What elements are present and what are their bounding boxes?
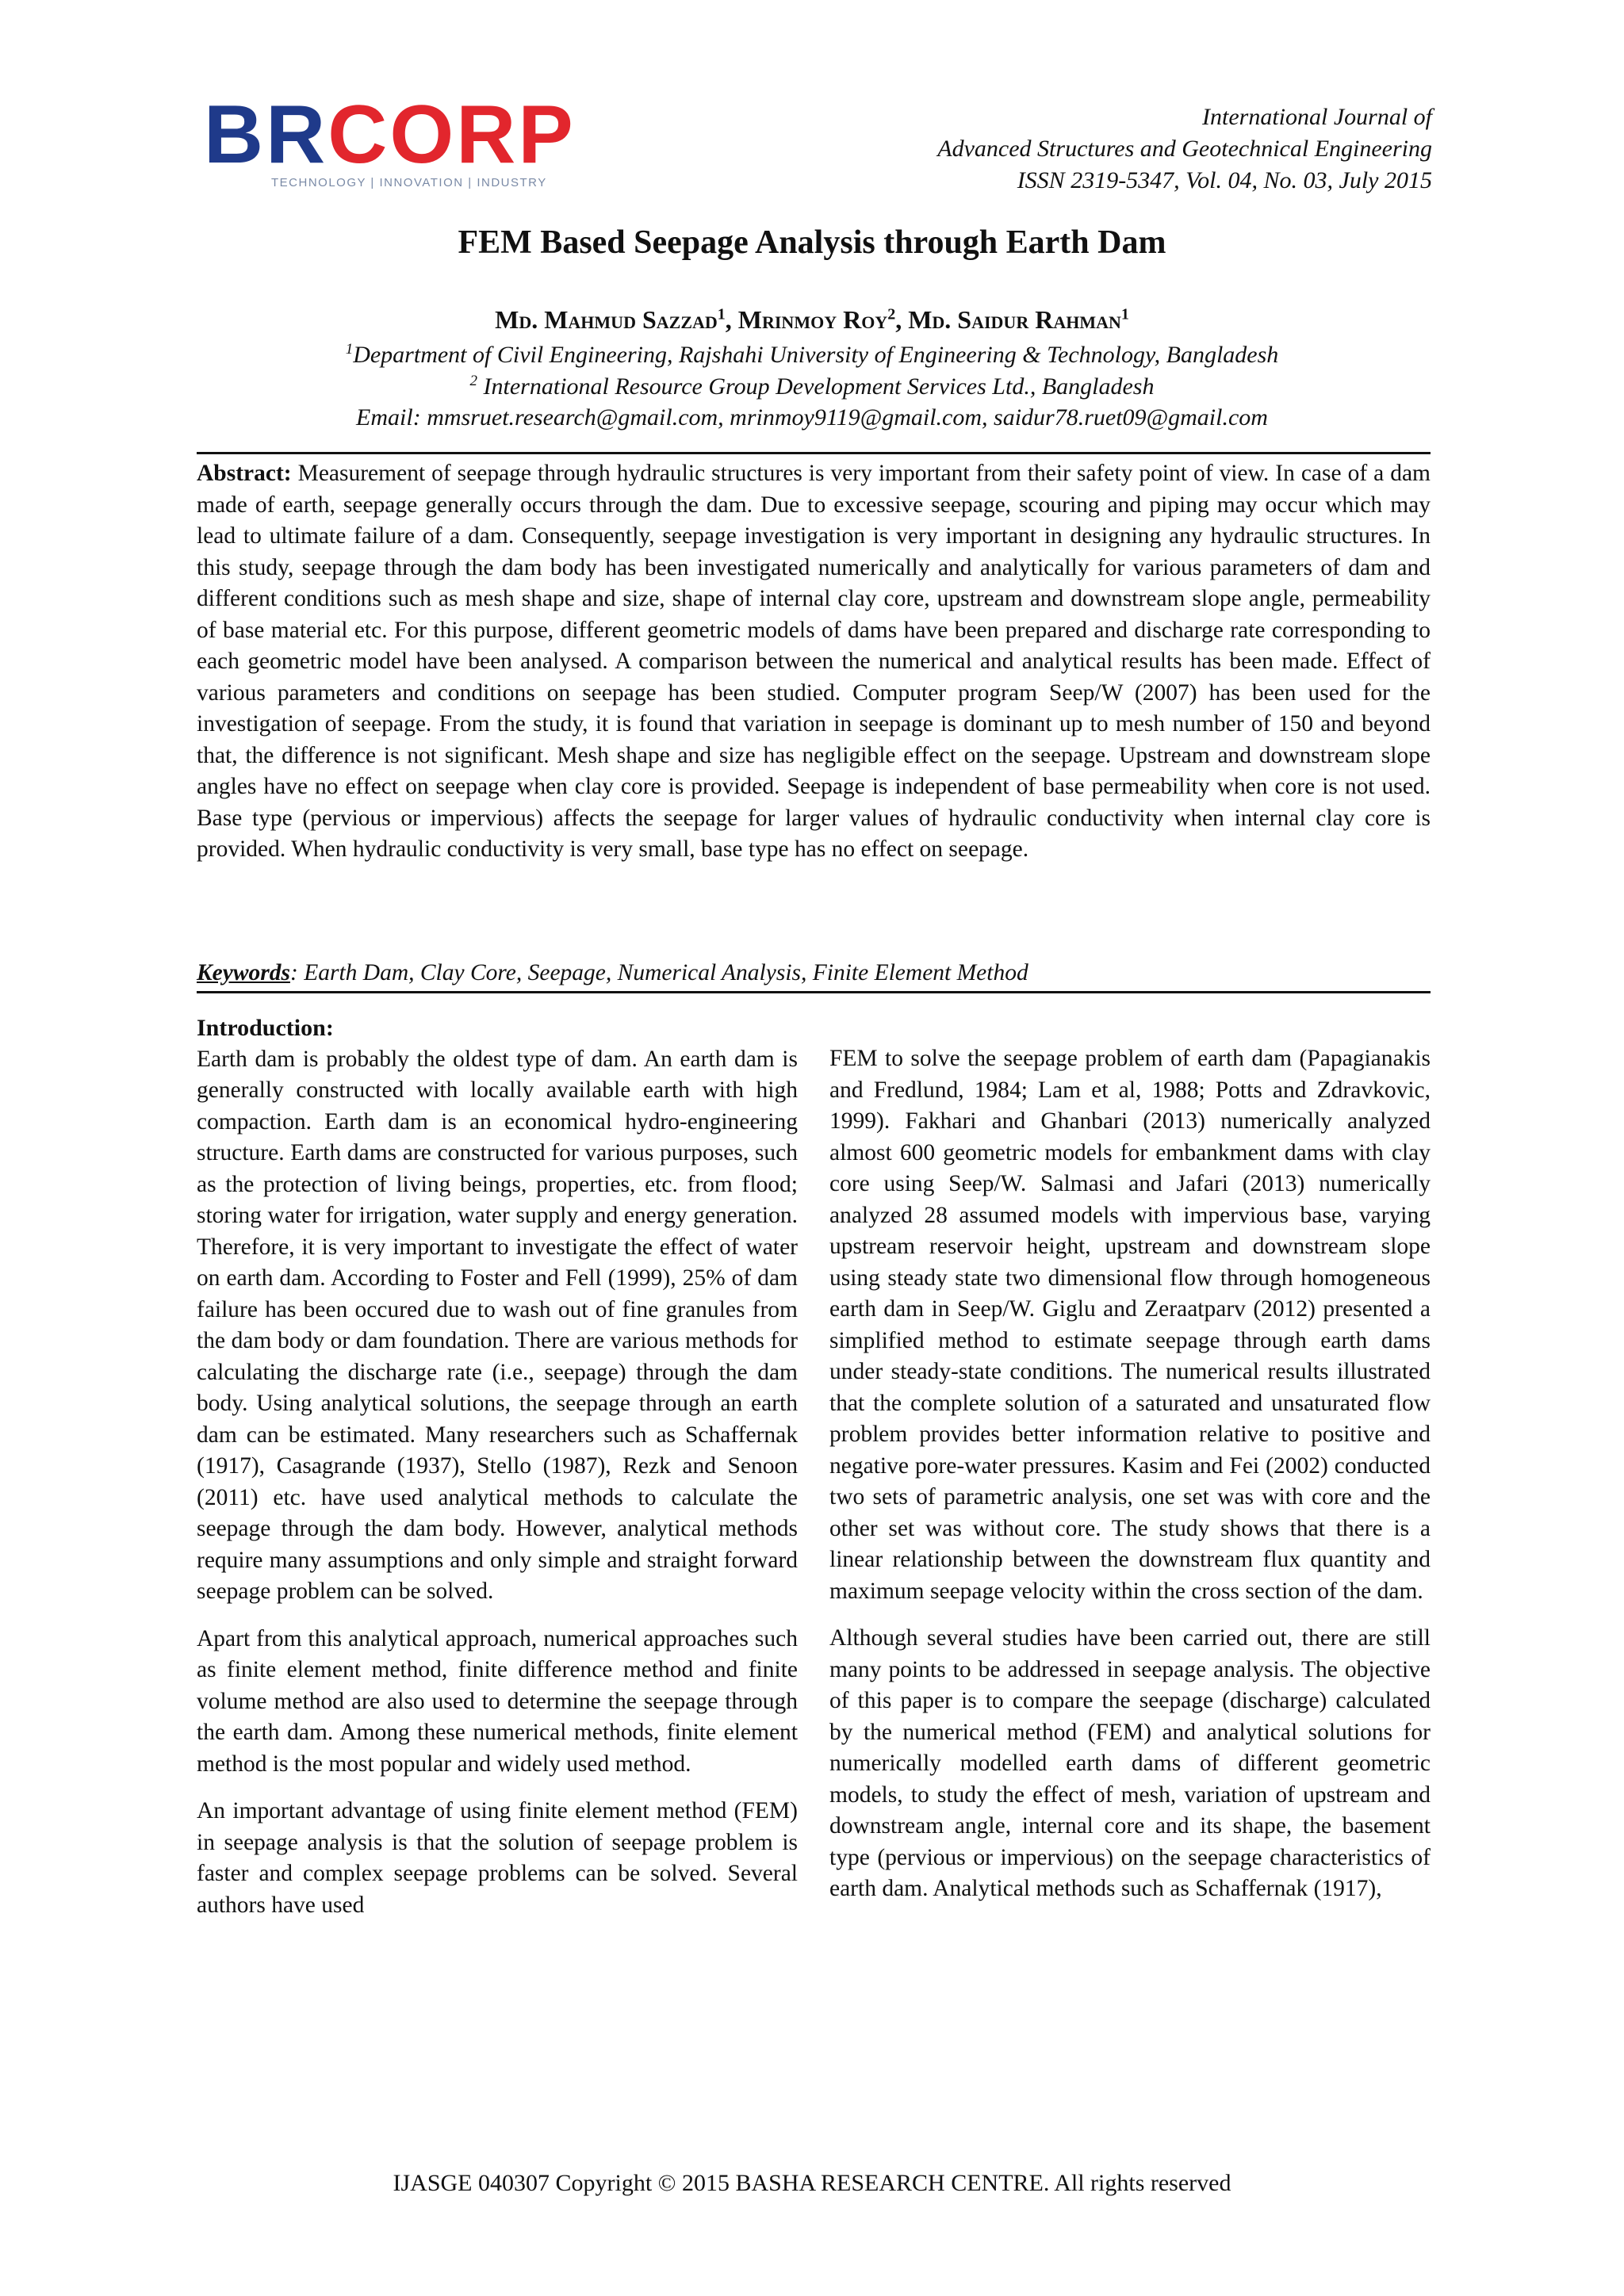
- author-affil-mark: 1: [717, 305, 726, 323]
- paragraph: FEM to solve the seepage problem of earth dam (Papagianakis and Fredlund, 1984; Lam et al, 1988; Potts and Zdravkovic, 1999). Fakhari and Ghanbari (2013) numerically analyzed almost 600 geometric models for embankment dams with clay core using Seep/W. Salmasi and Jafari (2013) numerically analyzed 28 assumed models with impervious base, varying upstream reservoir height, upstream and downstream slope using steady state two dimensional flow through homogeneous earth dam in Seep/W. Giglu and Zeraatparv (2012) presented a simplified method to estimate seepage through earth dams under steady-state conditions. The numerical results illustrated that the complete solution of a saturated and unsaturated flow problem provides better information relative to positive and negative pore-water pressures. Kasim and Fei (2002) conducted two sets of parametric analysis, one set was with core and the other set was without core. The study shows that there is a linear relationship between the downstream flux quantity and maximum seepage velocity within the cross section of the dam.: [829, 1046, 1431, 1604]
- logo-tagline: TECHNOLOGY | INNOVATION | INDUSTRY: [271, 176, 547, 189]
- author-name: Md. Saidur Rahman: [908, 305, 1121, 334]
- affiliation-2: $^2$ International Resource Group Development Services Ltd., Bangladesh: [469, 373, 1155, 400]
- author-emails: Email: mmsruet.research@gmail.com, mrinmoy9119@gmail.com, saidur78.ruet09@gmail.com: [356, 404, 1268, 430]
- logo-wordmark: BRCORP: [204, 89, 576, 181]
- paragraph: An important advantage of using finite element method (FEM) in seepage analysis is that the solution of seepage problem is faster and complex seepage problems can be solved. Several authors have used: [197, 1798, 798, 1918]
- author-name: Mrinmoy Roy: [737, 305, 888, 334]
- abstract-label: Abstract:: [197, 461, 292, 486]
- journal-info: [937, 101, 1432, 197]
- body-column-left: [197, 1012, 798, 1937]
- section-heading-introduction: Introduction:: [197, 1015, 334, 1041]
- author-affil-mark: 1: [1120, 305, 1129, 323]
- author-list: Md. Mahmud Sazzad$^1$, Mrinmoy Roy$^2$, Md. Saidur Rahman$^1$: [495, 305, 1129, 334]
- journal-name-line2: Advanced Structures and Geotechnical Engineering: [937, 136, 1432, 162]
- keywords-text: : Earth Dam, Clay Core, Seepage, Numerical Analysis, Finite Element Method: [290, 960, 1028, 985]
- divider-bottom: [197, 991, 1431, 993]
- author-name: Md. Mahmud Sazzad: [495, 305, 718, 334]
- paper-title: FEM Based Seepage Analysis through Earth Dam: [458, 224, 1166, 261]
- abstract-text: Measurement of seepage through hydraulic structures is very important from their safety point of view. In case of a dam made of earth, seepage generally occurs through the dam. Due to excessive seepage, scouring and piping may occur which may lead to ultimate failure of a dam. Consequently, seepage investigation is very important in designing any hydraulic structures. In this study, seepage through the dam body has been investigated numerically and analytically for various parameters of dam and different conditions such as mesh shape and size, shape of internal clay core, upstream and downstream slope angle, permeability of base material etc. For this purpose, different geometric models of dams have been prepared and discharge rate corresponding to each geometric model have been analysed. A comparison between the numerical and analytical results has been made. Effect of various parameters and conditions on seepage has been studied. Computer program Seep/W (2007) has been used for the investigation of seepage. From the study, it is found that variation in seepage is dominant up to mesh number of 150 and beyond that, the difference is not significant. Mesh shape and size has negligible effect on the seepage. Upstream and downstream slope angles have no effect on seepage when clay core is provided. Seepage is independent of base permeability when core is not used. Base type (pervious or impervious) affects the seepage for larger values of hydraulic conductivity when internal clay core is provided. When hydraulic conductivity is very small, base type has no effect on seepage.: [197, 461, 1431, 862]
- paragraph: Earth dam is probably the oldest type of dam. An earth dam is generally constructed with locally available earth with high compaction. Earth dam is an economical hydro-engineering structure. Earth dams are constructed for various purposes, such as the protection of living beings, properties, etc. from flood; storing water for irrigation, water supply and energy generation. Therefore, it is very important to investigate the effect of water on earth dam. According to Foster and Fell (1999), 25% of dam failure has been occured due to wash out of fine granules from the dam body or dam foundation. There are various methods for calculating the discharge rate (i.e., seepage) through the dam body. Using analytical solutions, the seepage through an earth dam can be estimated. Many researchers such as Schaffernak (1917), Casagrande (1937), Stello (1987), Rezk and Senoon (2011) etc. have used analytical methods to calculate the seepage through the dam body. However, analytical methods require many assumptions and only simple and straight forward seepage problem can be solved.: [197, 1046, 798, 1604]
- page-footer: IJASGE 040307 Copyright © 2015 BASHA RESEARCH CENTRE. All rights reserved: [393, 2170, 1231, 2196]
- abstract: [197, 458, 1431, 866]
- publisher-logo: [204, 89, 680, 197]
- divider-top: [197, 452, 1431, 454]
- paragraph: Apart from this analytical approach, numerical approaches such as finite element method, finite difference method and finite volume method are also used to determine the seepage through the earth dam. Among these numerical methods, finite element method is the most popular and widely used method.: [197, 1625, 798, 1777]
- keywords-label: Keywords: [197, 960, 290, 985]
- author-affil-mark: 2: [887, 305, 896, 323]
- affiliation-1: $^1$Department of Civil Engineering, Rajshahi University of Engineering & Technology, Bangladesh: [345, 341, 1279, 368]
- journal-issn: ISSN 2319-5347, Vol. 04, No. 03, July 2015: [1017, 167, 1432, 193]
- journal-name-line1: International Journal of: [1202, 104, 1432, 130]
- keywords: [197, 957, 1431, 989]
- body-column-right: [829, 1043, 1431, 1921]
- paragraph: Although several studies have been carried out, there are still many points to be addressed in seepage analysis. The objective of this paper is to compare the seepage (discharge) calculated by the numerical method (FEM) and analytical solutions for numerically modelled earth dams of different geometric models, to study the effect of mesh, variation of upstream and downstream angle, internal core and its shape, the basement type (pervious or impervious) on the seepage characteristics of earth dam. Analytical methods such as Schaffernak (1917),: [829, 1625, 1431, 1901]
